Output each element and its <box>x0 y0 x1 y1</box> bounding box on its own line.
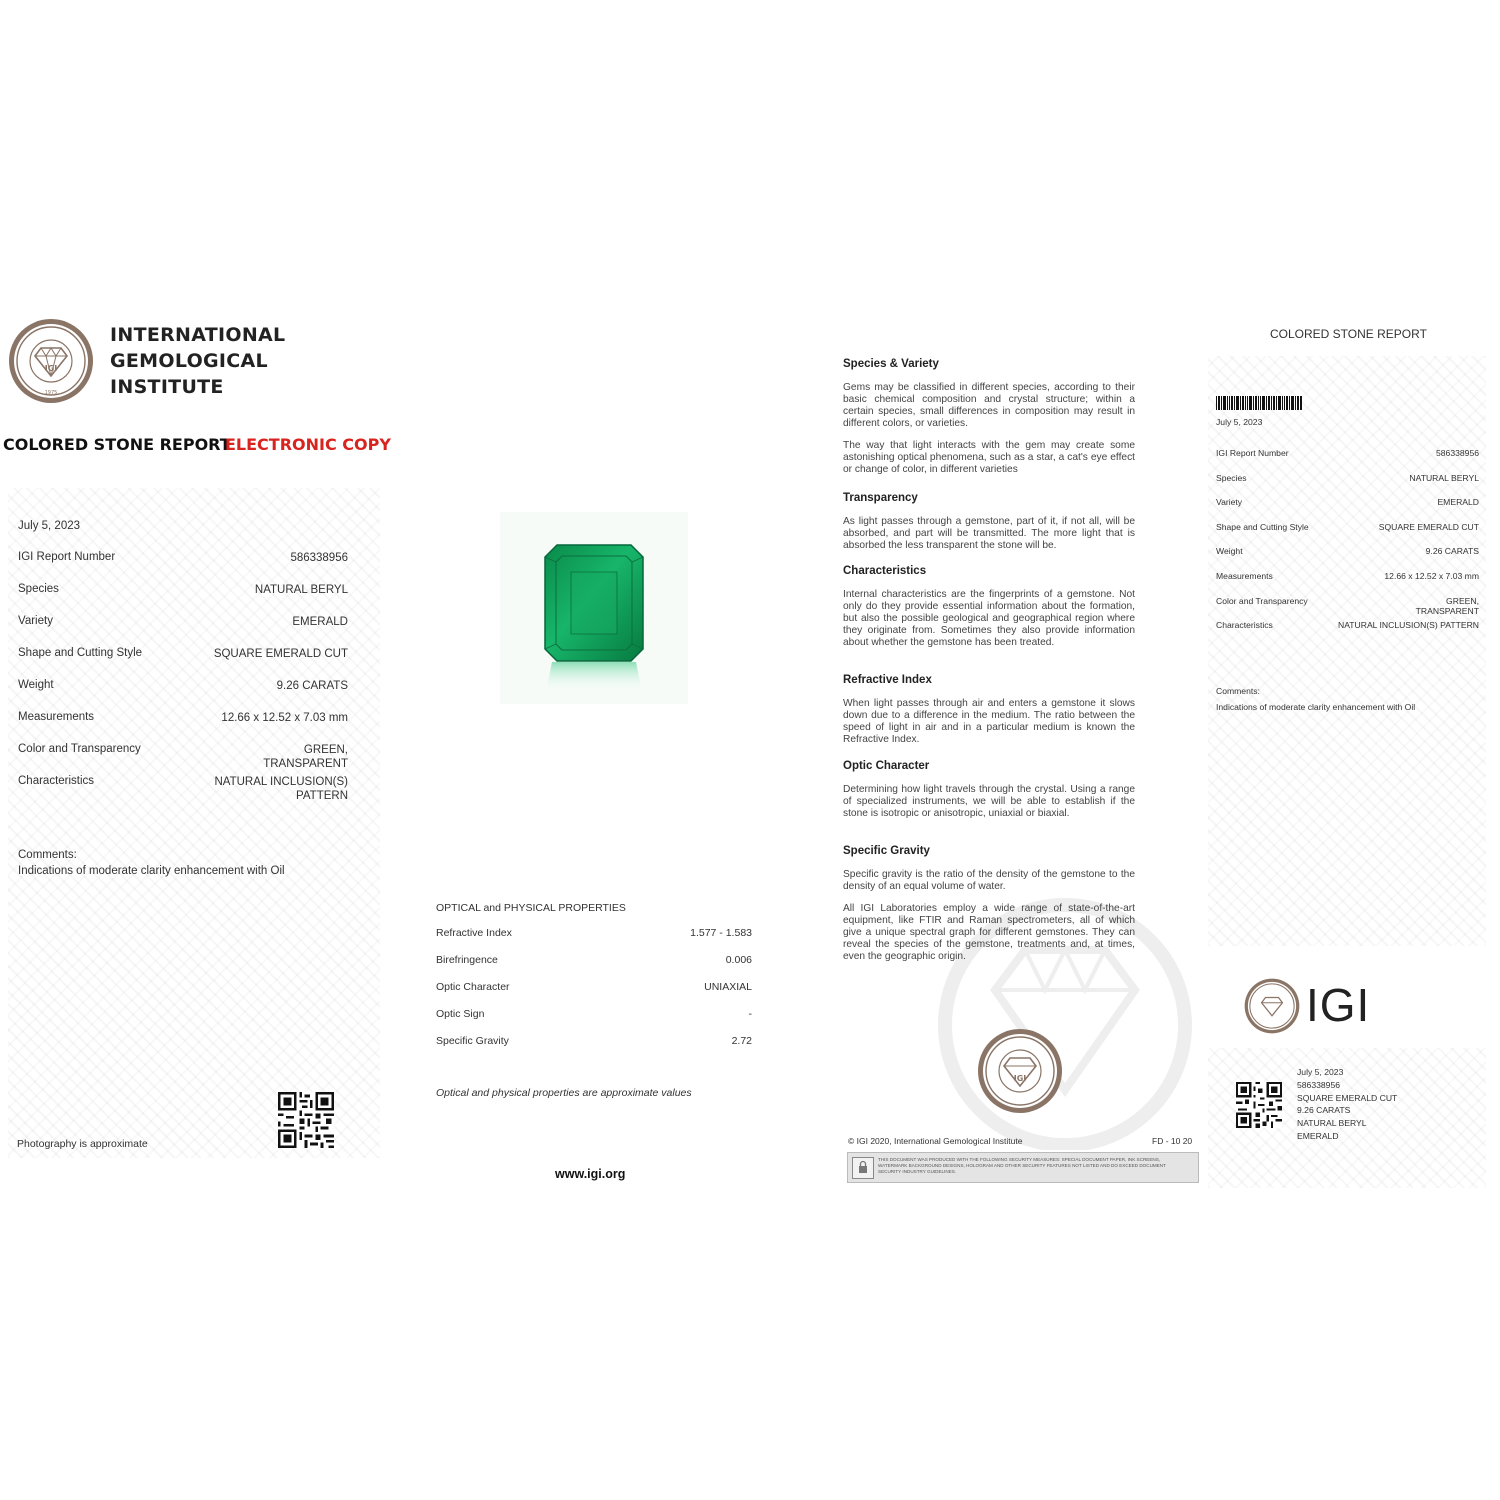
field-value: TRANSPARENT <box>263 758 348 770</box>
optical-label: Optic Character <box>436 981 510 993</box>
institute-name <box>110 322 285 400</box>
info-section-title: Specific Gravity <box>843 845 930 857</box>
optical-value: - <box>748 1008 752 1020</box>
seal-year: 1975 <box>44 390 58 396</box>
stub-summary <box>1297 1066 1397 1143</box>
electronic-copy-label: ELECTRONIC COPY <box>225 435 391 454</box>
field-label: Weight <box>18 679 54 691</box>
field-value: 9.26 CARATS <box>276 680 348 692</box>
field-value: SQUARE EMERALD CUT <box>1378 522 1479 532</box>
copyright-text: © IGI 2020, International Gemological Institute <box>848 1136 1023 1146</box>
optical-value: 2.72 <box>731 1035 752 1047</box>
institute-name-line: GEMOLOGICAL <box>110 350 268 372</box>
info-paragraph: Gems may be classified in different species, according to their basic chemical composition and crystal structure; within a certain species, small differences in composition may result in different colors, or varieties. <box>843 382 1135 429</box>
info-paragraph: Determining how light travels through the crystal. Using a range of specialized instruments, we will be able to establish if the stone is isotropic or anisotropic, uniaxial or biaxial. <box>843 784 1135 819</box>
security-strip <box>847 1152 1199 1183</box>
qr-code[interactable] <box>278 1092 334 1148</box>
stub-line: SQUARE EMERALD CUT <box>1297 1092 1398 1103</box>
seal-monogram: IGI <box>1013 1074 1027 1083</box>
field-label: Measurements <box>1216 571 1273 581</box>
field-label: Weight <box>1216 546 1243 556</box>
optical-label: Optic Sign <box>436 1008 485 1020</box>
seal-monogram: IGI <box>44 364 58 373</box>
field-value: TRANSPARENT <box>1415 606 1479 616</box>
field-label: Characteristics <box>18 775 95 787</box>
institute-name-line: INSTITUTE <box>110 376 224 398</box>
igi-logo-text: IGI <box>1306 979 1371 1031</box>
optical-value: UNIAXIAL <box>704 981 752 993</box>
right-card-comments-text: Indications of moderate clarity enhancement with Oil <box>1216 702 1416 712</box>
info-section-refractive-index <box>843 674 1135 756</box>
optical-label: Refractive Index <box>436 927 512 939</box>
info-section-specific-gravity <box>843 845 1135 973</box>
info-paragraph: Internal characteristics are the fingerprints of a gemstone. Not only do they provide essential information about the formation, but also the possible geological and geographical region where they originate from. Sometimes they also provide information about whether the gemstone has been treated. <box>843 589 1135 648</box>
field-value: NATURAL BERYL <box>1409 473 1479 483</box>
optical-note: Optical and physical properties are approximate values <box>436 1087 692 1099</box>
comments-label: Comments: <box>18 849 77 861</box>
field-label: Shape and Cutting Style <box>1216 522 1309 532</box>
info-section-transparency <box>843 492 1135 562</box>
barcode <box>1216 396 1302 410</box>
stub-line: EMERALD <box>1297 1130 1339 1141</box>
field-label: Characteristics <box>1216 620 1273 630</box>
info-paragraph: All IGI Laboratories employ a wide range of state-of-the-art equipment, like FTIR and Raman spectrometers, all of which give a unique spectral graph for different gemstones. They can reveal the species of the gemstone, treatments and, at times, even the geographic origin. <box>843 903 1135 962</box>
optical-title: OPTICAL and PHYSICAL PROPERTIES <box>436 902 626 914</box>
field-label: Species <box>1216 473 1247 483</box>
security-text: THIS DOCUMENT WAS PRODUCED WITH THE FOLLOWING SECURITY MEASURES: SPECIAL DOCUMENT PAPER, INK SCREENS, WATERMARK BACKGROUND DESIGNS, HOLOGRAM AND OTHER SECURITY FEATURES NOT LISTED AND DO EXCEED DOCUMENT SECURITY INDUSTRY GUIDELINES. <box>878 1157 1166 1174</box>
field-label: Color and Transparency <box>18 743 141 755</box>
info-paragraph: Specific gravity is the ratio of the density of the gemstone to the density of an equal volume of water. <box>843 869 1135 892</box>
info-section-characteristics <box>843 565 1135 659</box>
field-value: 586338956 <box>290 552 348 564</box>
field-value: 12.66 x 12.52 x 7.03 mm <box>221 712 348 724</box>
photography-note: Photography is approximate <box>17 1138 148 1150</box>
field-value: NATURAL INCLUSION(S) PATTERN <box>1337 620 1479 630</box>
emerald-photo <box>500 512 688 704</box>
field-label: IGI Report Number <box>1216 448 1289 458</box>
field-value: EMERALD <box>1437 497 1479 507</box>
field-value: GREEN, <box>303 744 348 756</box>
info-section-species-variety <box>843 358 1135 486</box>
stub-line: 586338956 <box>1297 1079 1341 1090</box>
stub-line: NATURAL BERYL <box>1297 1118 1367 1129</box>
info-paragraph: As light passes through a gemstone, part of it, if not all, will be absorbed, and part will be transmitted. The more light that is absorbed the less transparent the stone will be. <box>843 516 1135 551</box>
right-card-comments-label: Comments: <box>1216 686 1260 696</box>
stub-line: 9.26 CARATS <box>1297 1105 1351 1116</box>
website-link[interactable]: www.igi.org <box>555 1167 626 1181</box>
field-label: Color and Transparency <box>1216 596 1308 606</box>
info-section-title: Characteristics <box>843 565 927 577</box>
info-seal-logo <box>977 1028 1063 1114</box>
form-code: FD - 10 20 <box>1152 1136 1193 1146</box>
stub-qr-code[interactable] <box>1236 1082 1282 1128</box>
field-value: 9.26 CARATS <box>1425 546 1479 556</box>
field-label: Species <box>18 583 59 595</box>
info-section-optic-character <box>843 760 1135 830</box>
field-value: EMERALD <box>292 616 348 628</box>
info-section-title: Refractive Index <box>843 674 932 686</box>
field-label: IGI Report Number <box>18 551 116 563</box>
info-section-title: Species & Variety <box>843 358 939 370</box>
optical-value: 0.006 <box>725 954 752 966</box>
report-type-label: COLORED STONE REPORT <box>3 435 231 454</box>
institute-name-line: INTERNATIONAL <box>110 324 286 346</box>
optical-value: 1.577 - 1.583 <box>690 927 752 939</box>
field-value: SQUARE EMERALD CUT <box>213 648 348 660</box>
stub-line: July 5, 2023 <box>1297 1067 1344 1077</box>
field-label: Shape and Cutting Style <box>18 647 143 659</box>
report-date: July 5, 2023 <box>18 520 81 532</box>
field-label: Variety <box>1216 497 1243 507</box>
field-value: NATURAL BERYL <box>254 584 348 596</box>
optical-label: Birefringence <box>436 954 498 966</box>
field-value: GREEN, <box>1446 596 1479 606</box>
field-label: Measurements <box>18 711 95 723</box>
right-card-background <box>1208 356 1486 946</box>
field-value: NATURAL INCLUSION(S) <box>214 776 348 788</box>
field-label: Variety <box>18 615 53 627</box>
security-icon <box>852 1157 874 1179</box>
optical-label: Specific Gravity <box>436 1035 509 1047</box>
info-paragraph: The way that light interacts with the gem may create some astonishing optical phenomena, such as a star, a cat's eye effect or change of color, in different varieties <box>843 440 1135 475</box>
info-section-title: Transparency <box>843 492 918 504</box>
igi-seal-logo <box>8 318 94 404</box>
field-value: 12.66 x 12.52 x 7.03 mm <box>1384 571 1479 581</box>
info-section-title: Optic Character <box>843 760 930 772</box>
right-card-date: July 5, 2023 <box>1216 417 1263 427</box>
right-card-title: COLORED STONE REPORT <box>1270 327 1427 341</box>
comments-text: Indications of moderate clarity enhancement with Oil <box>18 865 285 877</box>
field-value: PATTERN <box>296 790 348 802</box>
igi-logo <box>1244 978 1384 1034</box>
field-value: 586338956 <box>1435 448 1479 458</box>
info-paragraph: When light passes through air and enters a gemstone it slows down due to a difference in the medium. The ratio between the speed of light in air and in a particular medium is known the Refractive Index. <box>843 698 1135 745</box>
